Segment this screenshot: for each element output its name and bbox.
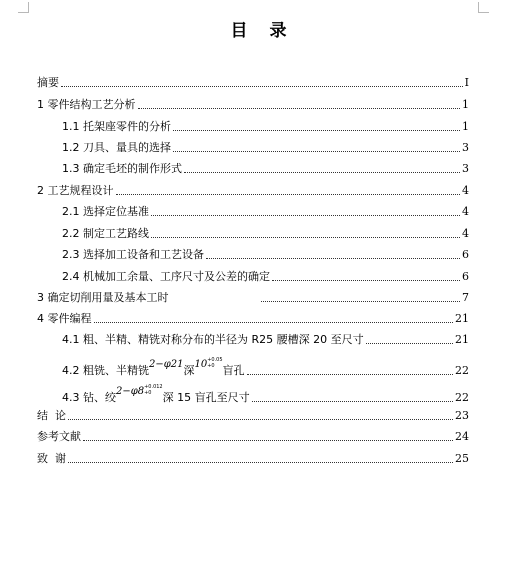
toc-entry-ch3[interactable] <box>37 287 469 305</box>
toc-entry-number: 4.3 <box>62 391 83 404</box>
tolerance <box>144 384 163 396</box>
toc-entry-label: 机械加工余量、工序尺寸及公差的确定 <box>83 270 270 283</box>
leader-dots <box>116 194 461 195</box>
toc-entry-label: 制定工艺路线 <box>83 227 149 240</box>
toc-entry-s1-2[interactable] <box>62 137 469 155</box>
toc-entry-label: 钻、绞 <box>83 391 116 404</box>
toc-entry-s2-2[interactable] <box>62 223 469 241</box>
toc-entry-page: 4 <box>462 205 469 218</box>
toc-title <box>0 16 517 41</box>
leader-dots <box>173 130 460 131</box>
toc-entry-page: 25 <box>455 452 469 465</box>
toc-entry-label: 致 谢 <box>37 452 66 465</box>
toc-entry-s2-1[interactable] <box>62 201 469 219</box>
toc-entry-number: 4.1 <box>62 333 83 346</box>
toc-entry-s1-1[interactable] <box>62 116 469 134</box>
leader-dots <box>68 419 453 420</box>
toc-entry-number: 1 <box>37 98 48 111</box>
toc-entry-page: 23 <box>455 409 469 422</box>
toc-entry-s4-3[interactable] <box>62 385 469 405</box>
toc-entry-page: 21 <box>455 333 469 346</box>
toc-entry-number: 2 <box>37 184 48 197</box>
toc-entry-acknowledgements[interactable] <box>37 448 469 466</box>
toc-entry-s1-3[interactable] <box>62 158 469 176</box>
toc-entry-page: 22 <box>455 391 469 404</box>
leader-dots <box>83 440 453 441</box>
toc-entry-number: 1.1 <box>62 120 83 133</box>
toc-entry-conclusion[interactable] <box>37 405 469 423</box>
math-formula: 2−φ8 <box>116 386 145 397</box>
toc-entry-label: 摘要 <box>37 76 59 89</box>
leader-dots <box>272 280 460 281</box>
toc-entry-label: 选择定位基准 <box>83 205 149 218</box>
toc-entry-number: 2.3 <box>62 248 83 261</box>
toc-title-char-1: 目 <box>230 21 248 41</box>
toc-entry-ch4[interactable] <box>37 308 469 326</box>
page-corner-mark-right <box>478 2 489 13</box>
toc-entry-page: 7 <box>462 291 469 304</box>
toc-entry-label: 托架座零件的分析 <box>83 120 171 133</box>
leader-dots <box>94 322 454 323</box>
math-formula: 10 <box>194 359 208 370</box>
toc-entry-label: 刀具、量具的选择 <box>83 141 171 154</box>
toc-entry-page: I <box>464 76 469 89</box>
toc-entry-page: 3 <box>462 162 469 175</box>
leader-dots <box>151 215 460 216</box>
toc-entry-number: 1.2 <box>62 141 83 154</box>
toc-entry-label: 粗铣、半精铣 <box>83 364 149 377</box>
leader-dots <box>173 151 460 152</box>
toc-entry-number: 1.3 <box>62 162 83 175</box>
toc-entry-number: 4.2 <box>62 364 83 377</box>
toc-entry-page: 24 <box>455 430 469 443</box>
toc-entry-label: 零件结构工艺分析 <box>47 98 136 111</box>
leader-dots <box>61 86 463 87</box>
toc-title-char-2: 录 <box>269 21 287 41</box>
toc-entry-page: 21 <box>455 312 469 325</box>
toc-entry-number: 2.1 <box>62 205 83 218</box>
leader-dots <box>151 237 460 238</box>
leader-dots <box>138 108 461 109</box>
tolerance-lower: +0 <box>207 363 215 369</box>
toc-entry-label: 参考文献 <box>37 430 81 443</box>
toc-entry-abstract[interactable] <box>37 72 469 90</box>
leader-dots <box>261 301 461 302</box>
toc-entry-ch1[interactable] <box>37 94 469 112</box>
leader-dots <box>206 258 460 259</box>
toc-entry-label: 选择加工设备和工艺设备 <box>83 248 204 261</box>
toc-entry-page: 6 <box>462 270 469 283</box>
page-corner-mark-left <box>18 2 29 13</box>
leader-dots <box>68 462 453 463</box>
toc-entry-label-part: 深 15 盲孔至尺寸 <box>162 391 250 404</box>
math-formula: 2−φ21 <box>149 359 184 370</box>
toc-entry-label: 确定毛坯的制作形式 <box>83 162 182 175</box>
toc-entry-references[interactable] <box>37 426 469 444</box>
toc-entry-label-part: 盲孔 <box>222 364 245 377</box>
toc-entry-ch2[interactable] <box>37 180 469 198</box>
tolerance-upper: +0.05 <box>207 357 223 363</box>
toc-entry-s4-1[interactable] <box>62 329 469 347</box>
toc-entry-s2-4[interactable] <box>62 266 469 284</box>
toc-entry-s4-2[interactable] <box>62 358 469 378</box>
toc-entry-page: 4 <box>462 184 469 197</box>
toc-entry-label: 粗、半精、精铣对称分布的半径为 R25 腰槽深 20 至尺寸 <box>83 333 364 346</box>
toc-entry-label: 确定切削用量及基本工时 <box>47 291 169 304</box>
leader-dots <box>252 401 453 402</box>
toc-entry-page: 6 <box>462 248 469 261</box>
leader-dots <box>366 343 453 344</box>
tolerance-upper: +0.012 <box>144 384 163 390</box>
toc-entry-page: 22 <box>455 364 469 377</box>
toc-entry-page: 1 <box>462 98 469 111</box>
leader-dots <box>184 172 460 173</box>
toc-entry-number: 4 <box>37 312 48 325</box>
toc-entry-label: 工艺规程设计 <box>47 184 114 197</box>
toc-entry-page: 4 <box>462 227 469 240</box>
tolerance <box>207 357 222 369</box>
toc-entry-label: 零件编程 <box>47 312 92 325</box>
toc-entry-label: 结 论 <box>37 409 66 422</box>
toc-entry-page: 1 <box>462 120 469 133</box>
toc-entry-number: 3 <box>37 291 48 304</box>
toc-entry-page: 3 <box>462 141 469 154</box>
leader-dots <box>247 374 453 375</box>
toc-entry-label-part: 深 <box>183 364 195 377</box>
tolerance-lower: +0 <box>144 390 152 396</box>
toc-entry-number: 2.2 <box>62 227 83 240</box>
toc-entry-number: 2.4 <box>62 270 83 283</box>
toc-entry-s2-3[interactable] <box>62 244 469 262</box>
